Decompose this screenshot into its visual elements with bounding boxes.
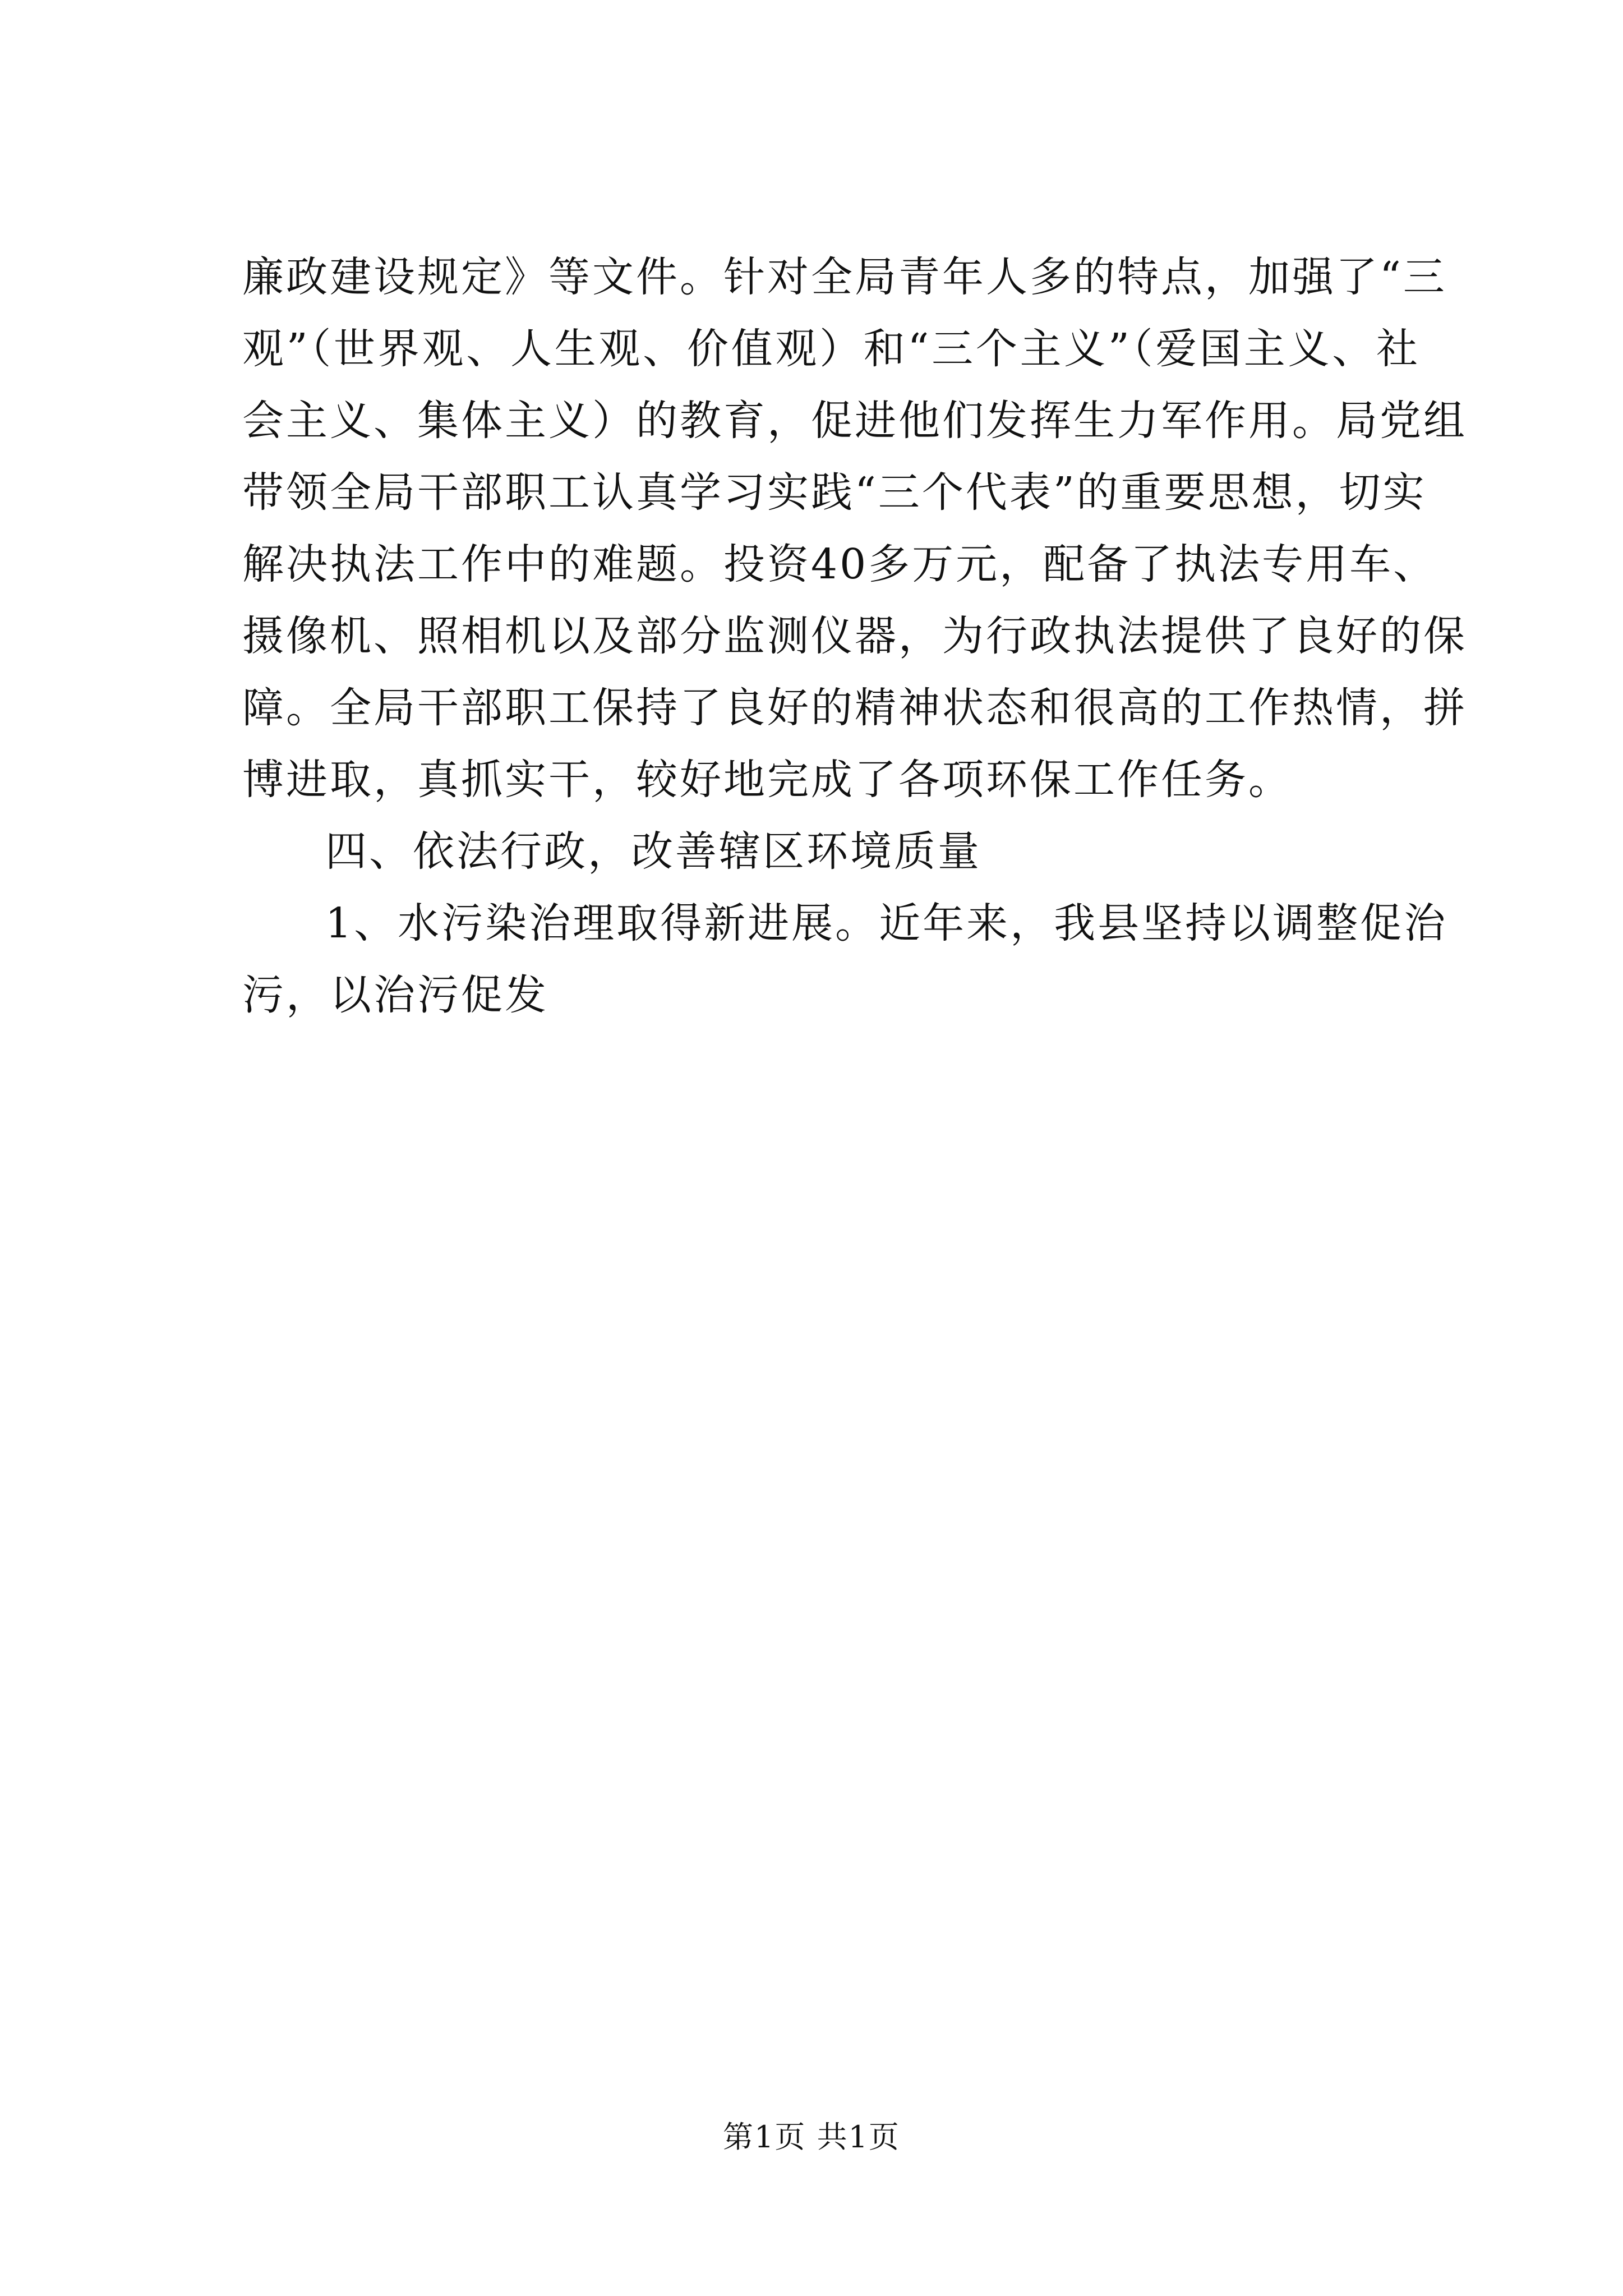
paragraph-line: 观”（世界观、人生观、价值观）和“三个主义”（爱国主义、社 <box>242 325 1420 373</box>
paragraph-line: 1、水污染治理取得新进展。近年来，我县坚持以调整促治 <box>325 899 1448 947</box>
paragraph-line: 博进取，真抓实干，较好地完成了各项环保工作任务。 <box>242 756 1292 804</box>
paragraph-line: 解决执法工作中的难题。投资40多万元，配备了执法专用车、 <box>242 540 1437 588</box>
page-footer: 第1页 共1页 <box>723 2119 900 2155</box>
paragraph-line: 摄像机、照相机以及部分监测仪器，为行政执法提供了良好的保 <box>242 612 1467 660</box>
paragraph-line: 带领全局干部职工认真学习实践“三个代表”的重要思想，切实 <box>242 468 1427 517</box>
paragraph-line: 障。全局干部职工保持了良好的精神状态和很高的工作热情，拼 <box>242 684 1467 732</box>
paragraph-line: 廉政建设规定》等文件。针对全局青年人多的特点，加强了“三 <box>242 253 1447 301</box>
paragraph-line: 会主义、集体主义）的教育，促进他们发挥生力军作用。局党组 <box>242 397 1467 445</box>
body-text <box>242 241 1467 1031</box>
paragraph-line: 污，以治污促发 <box>242 971 548 1019</box>
section-heading: 四、依法行政，改善辖区环境质量 <box>325 827 981 876</box>
